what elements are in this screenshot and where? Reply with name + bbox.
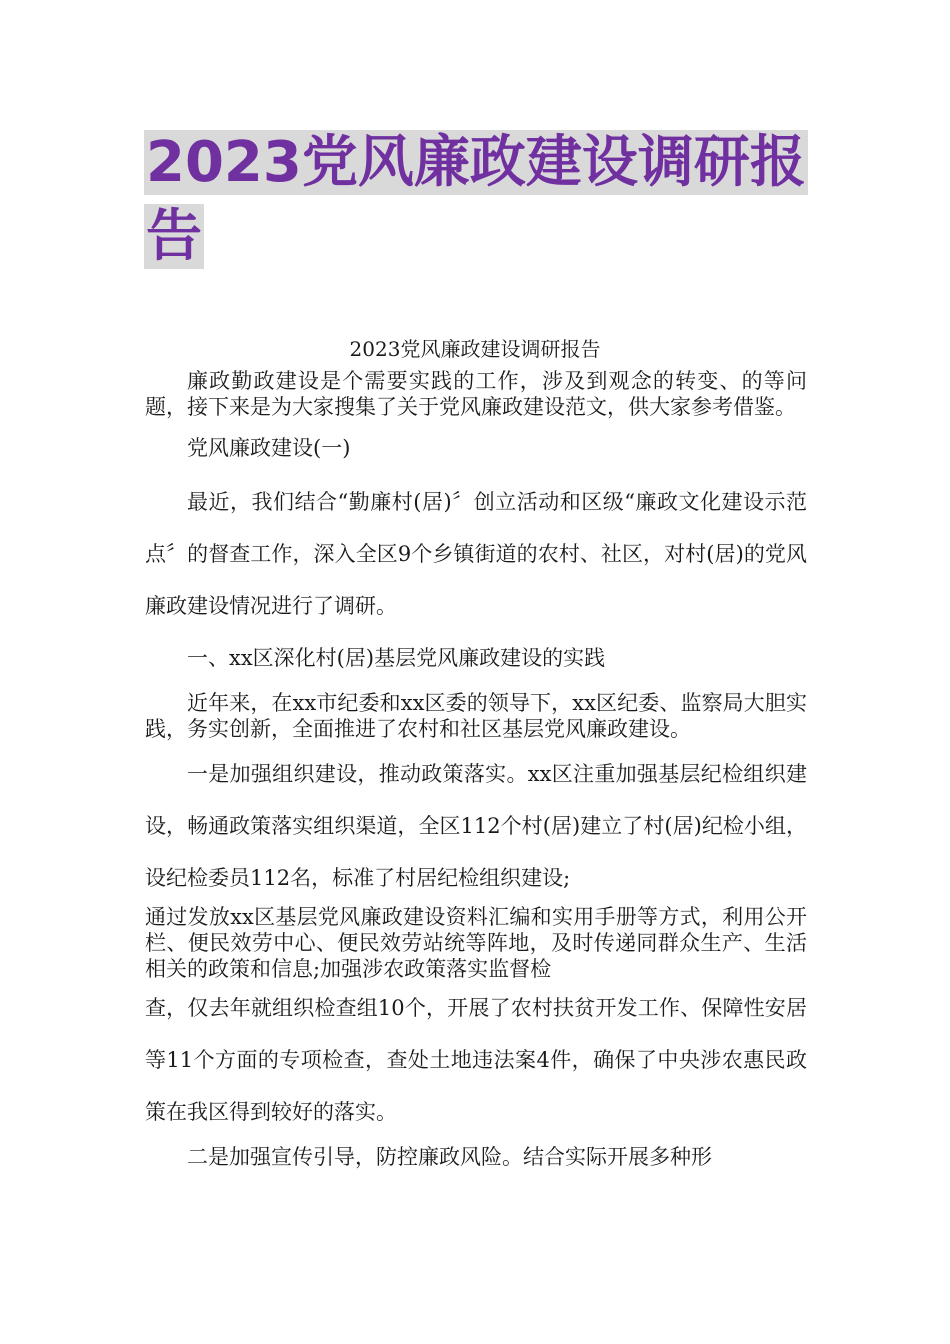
paragraph-risk-control: 二是加强宣传引导，防控廉政风险。结合实际开展多种形 <box>187 1145 712 1169</box>
document-subtitle: 2023党风廉政建设调研报告 <box>349 337 601 361</box>
paragraph-publicity: 通过发放xx区基层党风廉政建设资料汇编和实用手册等方式，利用公开栏、便民效劳中心、便民效劳站统等阵地，及时传递同群众生产、生活相关的政策和信息;加强涉农政策落实监督检 <box>145 905 807 981</box>
paragraph-inspection: 查，仅去年就组织检查组10个，开展了农村扶贫开发工作、保障性安居等11个方面的专项检查，查处土地违法案4件，确保了中央涉农惠民政策在我区得到较好的落实。 <box>145 996 807 1124</box>
paragraph-intro: 廉政勤政建设是个需要实践的工作，涉及到观念的转变、的等问题，接下来是为大家搜集了关于党风廉政建设范文，供大家参考借鉴。 <box>145 369 807 419</box>
section-heading-1: 党风廉政建设(一) <box>187 436 351 460</box>
section-heading-practice: 一、xx区深化村(居)基层党风廉政建设的实践 <box>187 646 606 670</box>
paragraph-organization: 一是加强组织建设，推动政策落实。xx区注重加强基层纪检组织建设，畅通政策落实组织渠道，全区112个村(居)建立了村(居)纪检小组，设纪检委员112名，标准了村居纪检组织建设; <box>145 762 807 890</box>
paragraph-survey: 最近，我们结合“勤廉村(居)〞创立活动和区级“廉政文化建设示范点〞的督查工作，深入全区9个乡镇街道的农村、社区，对村(居)的党风廉政建设情况进行了调研。 <box>145 490 807 618</box>
main-title-text: 2023党风廉政建设调研报告 <box>146 130 806 269</box>
document-main-title <box>144 126 824 274</box>
paragraph-recent-years: 近年来，在xx市纪委和xx区委的领导下，xx区纪委、监察局大胆实践，务实创新，全面推进了农村和社区基层党风廉政建设。 <box>145 691 807 741</box>
document-body <box>145 368 807 1170</box>
